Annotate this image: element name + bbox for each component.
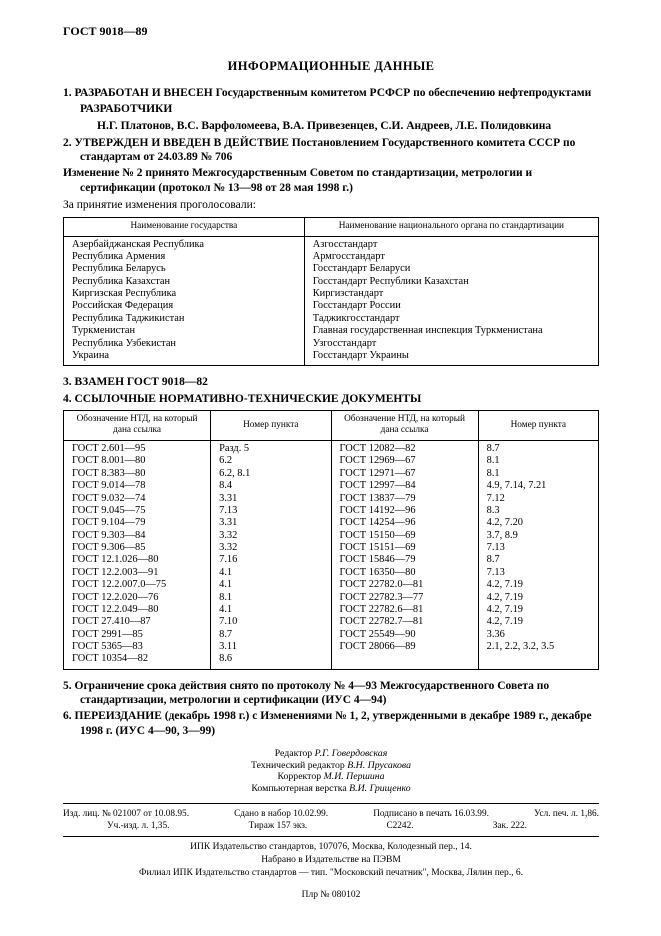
item-6-heading: 6. ПЕРЕИЗДАНИЕ (декабрь 1998 г.) с Изменениями № 1, 2, утвержденными в декабре 1989 г., декабре 1998 г. (ИУС 4—90, 3—99) <box>63 710 592 737</box>
credit-name: Р.Г. Говердовская <box>314 747 388 759</box>
table-row <box>64 263 599 275</box>
table-cell: Азгосстандарт <box>304 236 598 251</box>
publisher-line: ИПК Издательство стандартов, 107076, Москва, Колодезный пер., 14. <box>190 841 472 852</box>
refs-col-ntd-header: Обозначение НТД, на который дана ссылка <box>331 410 478 440</box>
table-cell: ГОСТ 16350—80 <box>331 567 478 579</box>
table-cell: 6.2, 8.1 <box>211 468 331 480</box>
table-cell: 7.13 <box>478 542 598 554</box>
table-cell: 4.1 <box>211 604 331 616</box>
table-cell: ГОСТ 10354—82 <box>72 653 149 665</box>
table-cell: ГОСТ 9.032—74 <box>72 492 146 504</box>
table-row <box>64 616 599 628</box>
table-cell: 4.1 <box>211 579 331 591</box>
table-cell: Госстандарт Республики Казахстан <box>304 276 598 288</box>
credit-line <box>63 783 599 795</box>
table-cell: Российская Федерация <box>72 300 174 312</box>
print-info-item: Усл. печ. л. 1,86. <box>534 808 599 819</box>
publisher-line: Набрано в Издательстве на ПЭВМ <box>261 854 401 865</box>
refs-col-item-header: Номер пункта <box>478 410 598 440</box>
table-cell: 8.7 <box>211 629 331 641</box>
table-cell: 7.10 <box>211 616 331 628</box>
table-cell: ГОСТ 12.2.049—80 <box>72 603 159 615</box>
credit-role: Редактор <box>274 747 315 759</box>
divider-top <box>63 803 599 804</box>
table-cell: 8.6 <box>211 653 331 669</box>
table-cell: Главная государственная инспекция Туркменистана <box>304 325 598 337</box>
publisher-block <box>63 841 599 902</box>
table-cell: Разд. 5 <box>211 441 331 456</box>
table-cell: ГОСТ 12969—67 <box>331 455 478 467</box>
table-cell: ГОСТ 22782.3—77 <box>331 592 478 604</box>
print-info-item: Зак. 222. <box>492 820 527 831</box>
table-row <box>64 441 599 456</box>
item-2-heading: 2. УТВЕРЖДЕН И ВВЕДЕН В ДЕЙСТВИЕ Постановлением Государственного комитета СССР по стандартам от 24.03.89 № 706 <box>63 136 576 163</box>
table-cell: ГОСТ 27.410—87 <box>72 616 151 628</box>
table-row <box>64 579 599 591</box>
table-cell: Азербайджанская Республика <box>72 238 205 250</box>
publisher-line: Филиал ИПК Издательство стандартов — тип. "Московский печатник", Москва, Лялин пер., 6. <box>138 867 523 878</box>
table-row <box>64 493 599 505</box>
table-cell: Армгосстандарт <box>304 251 598 263</box>
credit-name: М.И. Першина <box>323 771 385 783</box>
table-cell: ГОСТ 28066—89 <box>331 641 478 653</box>
credit-name: В.Н. Прусакова <box>347 759 412 771</box>
table-cell: 7.16 <box>211 554 331 566</box>
item-4-heading: 4. ССЫЛОЧНЫЕ НОРМАТИВНО-ТЕХНИЧЕСКИЕ ДОКУМЕНТЫ <box>63 392 422 405</box>
vote-intro: За принятие изменения проголосовали: <box>63 198 256 211</box>
table-cell: 3.31 <box>211 493 331 505</box>
credit-role: Технический редактор <box>250 759 348 771</box>
table-cell: ГОСТ 9.045—75 <box>72 504 146 516</box>
print-info-item: С2242. <box>386 820 414 831</box>
table-cell: ГОСТ 2.601—95 <box>72 443 146 455</box>
table-cell: ГОСТ 12.2.003—91 <box>72 566 159 578</box>
table-cell: 4.2, 7.19 <box>478 616 598 628</box>
table-cell: 8.3 <box>478 505 598 517</box>
table-cell: ГОСТ 8.001—80 <box>72 455 146 467</box>
table-row <box>64 505 599 517</box>
table-cell: 3.31 <box>211 517 331 529</box>
print-info-item: Подписано в печать 16.03.99. <box>373 808 489 819</box>
table-row <box>64 288 599 300</box>
credit-role: Компьютерная верстка <box>251 783 350 795</box>
table-cell: Украина <box>72 349 110 361</box>
table-cell: 3.32 <box>211 530 331 542</box>
table-row <box>64 592 599 604</box>
table-cell: Республика Армения <box>72 250 166 262</box>
table-cell: 3.11 <box>211 641 331 653</box>
table-cell: Республика Узбекистан <box>72 337 176 349</box>
table-row <box>64 530 599 542</box>
credit-role: Корректор <box>277 771 324 783</box>
item-5-heading: 5. Ограничение срока действия снято по протоколу № 4—93 Межгосударственного Совета по стандартизации, метрологии и сертификации (ИУС 4—94) <box>63 679 550 707</box>
table-cell: ГОСТ 9.014—78 <box>72 480 146 492</box>
table-cell: 3.7, 8.9 <box>478 530 598 542</box>
table-cell: 8.7 <box>478 554 598 566</box>
table-cell: 8.1 <box>211 592 331 604</box>
table-row <box>64 325 599 337</box>
divider-bottom <box>63 836 599 837</box>
table-cell: ГОСТ 15150—69 <box>331 530 478 542</box>
table-cell: ГОСТ 12082—82 <box>331 441 478 456</box>
developers-label: РАЗРАБОТЧИКИ <box>80 103 173 116</box>
table-cell <box>331 653 478 669</box>
table-cell: 7.13 <box>211 505 331 517</box>
table-cell: ГОСТ 25549—90 <box>331 629 478 641</box>
table-row <box>64 300 599 312</box>
table-cell: ГОСТ 5365—83 <box>72 641 143 653</box>
table-row <box>64 542 599 554</box>
table-cell: 3.32 <box>211 542 331 554</box>
table-cell: 8.1 <box>478 468 598 480</box>
table-cell: ГОСТ 22782.6—81 <box>331 604 478 616</box>
table-cell: ГОСТ 15846—79 <box>331 554 478 566</box>
table-cell: 4.2, 7.19 <box>478 592 598 604</box>
table-cell: Госстандарт Беларуси <box>304 263 598 275</box>
table-row <box>64 455 599 467</box>
developers-names: Н.Г. Платонов, В.С. Варфоломеева, В.А. Привезенцев, С.И. Андреев, Л.Е. Полидовкина <box>97 119 552 132</box>
table-row <box>64 338 599 350</box>
table-cell: ГОСТ 9.303—84 <box>72 529 146 541</box>
credit-name: В.И. Грищенко <box>349 783 411 795</box>
table-row <box>64 604 599 616</box>
states-table <box>63 217 599 366</box>
table-cell: Киргизская Республика <box>72 288 177 300</box>
table-cell: ГОСТ 9.104—79 <box>72 517 146 529</box>
table-cell: Республика Беларусь <box>72 263 166 275</box>
table-cell: 4.2, 7.19 <box>478 579 598 591</box>
table-cell: Киргизстандарт <box>304 288 598 300</box>
table-cell: ГОСТ 12971—67 <box>331 468 478 480</box>
credit-line <box>63 748 599 760</box>
table-cell: ГОСТ 14254—96 <box>331 517 478 529</box>
print-info-row-1 <box>63 808 599 820</box>
amendment-note: Изменение № 2 принято Межгосударственным Советом по стандартизации, метрологии и сертификации (протокол № 13—98 от 28 мая 1998 г.) <box>63 167 533 194</box>
credit-line <box>63 771 599 783</box>
table-cell: ГОСТ 22782.7—81 <box>331 616 478 628</box>
table-cell: 2.1, 2.2, 3.2, 3.5 <box>478 641 598 653</box>
table-cell: ГОСТ 12.2.007.0—75 <box>72 579 167 591</box>
table-row <box>64 629 599 641</box>
table-cell: Туркменистан <box>72 325 136 337</box>
print-license-number: Плр № 080102 <box>301 890 361 901</box>
table-cell: 7.12 <box>478 493 598 505</box>
table-header-row <box>64 410 599 440</box>
table-row <box>64 554 599 566</box>
states-table-body <box>64 236 599 366</box>
table-row <box>64 276 599 288</box>
table-row <box>64 313 599 325</box>
print-info-item: Сдано в набор 10.02.99. <box>234 808 329 819</box>
table-cell: ГОСТ 9.306—85 <box>72 542 146 554</box>
table-row <box>64 350 599 366</box>
table-cell: 3.36 <box>478 629 598 641</box>
table-row <box>64 480 599 492</box>
table-cell: Республика Казахстан <box>72 275 171 287</box>
table-cell: ГОСТ 13837—79 <box>331 493 478 505</box>
table-cell: 8.7 <box>478 441 598 456</box>
table-cell: ГОСТ 12997—84 <box>331 480 478 492</box>
table-cell: 6.2 <box>211 455 331 467</box>
table-row <box>64 468 599 480</box>
refs-col-item-header: Номер пункта <box>211 410 331 440</box>
refs-table-body <box>64 441 599 670</box>
table-header-row <box>64 218 599 237</box>
table-row <box>64 653 599 669</box>
table-cell: ГОСТ 14192—96 <box>331 505 478 517</box>
table-cell: 7.13 <box>478 567 598 579</box>
table-cell: ГОСТ 12.2.020—76 <box>72 591 159 603</box>
table-cell <box>478 653 598 669</box>
print-info-item: Тираж 157 экз. <box>248 820 308 831</box>
table-cell: Госстандарт России <box>304 300 598 312</box>
table-row <box>64 641 599 653</box>
credits-block <box>63 748 599 795</box>
table-cell: 8.4 <box>211 480 331 492</box>
table-cell: 4.2, 7.20 <box>478 517 598 529</box>
item-3-heading: 3. ВЗАМЕН ГОСТ 9018—82 <box>63 376 208 389</box>
refs-table <box>63 410 599 670</box>
table-row <box>64 236 599 251</box>
table-row <box>64 251 599 263</box>
table-cell: Республика Таджикистан <box>72 312 185 324</box>
credit-line <box>63 760 599 772</box>
table-cell: 4.2, 7.19 <box>478 604 598 616</box>
table-cell: 4.9, 7.14, 7.21 <box>478 480 598 492</box>
table-row <box>64 567 599 579</box>
print-info-row-2 <box>63 820 599 832</box>
table-cell: Госстандарт Украины <box>304 350 598 366</box>
doc-number: ГОСТ 9018—89 <box>63 24 148 38</box>
table-cell: 8.1 <box>478 455 598 467</box>
table-cell: ГОСТ 22782.0—81 <box>331 579 478 591</box>
item-1-heading: 1. РАЗРАБОТАН И ВНЕСЕН Государственным комитетом РСФСР по обеспечению нефтепродуктами <box>63 87 592 99</box>
states-col-country-header: Наименование государства <box>64 218 305 237</box>
table-cell: Таджикгосстандарт <box>304 313 598 325</box>
page-title: ИНФОРМАЦИОННЫЕ ДАННЫЕ <box>227 59 435 73</box>
print-info-item: Изд. лиц. № 021007 от 10.08.95. <box>63 808 190 819</box>
states-col-body-header: Наименование национального органа по стандартизации <box>304 218 598 237</box>
table-cell: ГОСТ 15151—69 <box>331 542 478 554</box>
table-cell: ГОСТ 8.383—80 <box>72 467 146 479</box>
table-cell: ГОСТ 12.1.026—80 <box>72 554 159 566</box>
print-info-item: Уч.-изд. л. 1,35. <box>107 820 170 831</box>
table-row <box>64 517 599 529</box>
table-cell: 4.1 <box>211 567 331 579</box>
table-cell: Узгосстандарт <box>304 338 598 350</box>
table-cell: ГОСТ 2991—85 <box>72 628 143 640</box>
refs-col-ntd-header: Обозначение НТД, на который дана ссылка <box>64 410 211 440</box>
